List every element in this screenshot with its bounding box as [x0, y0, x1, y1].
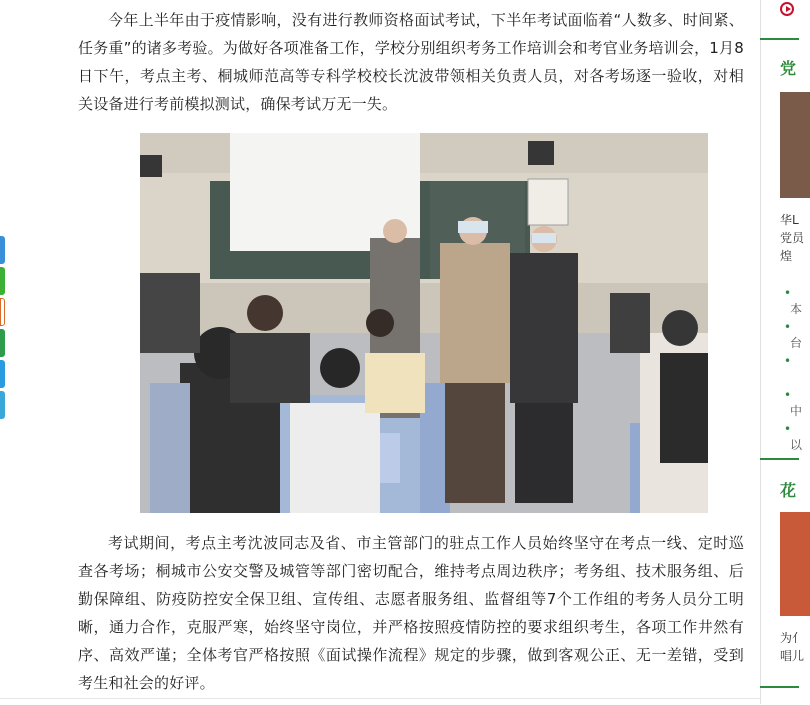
qq-share-icon[interactable] — [0, 360, 5, 388]
sidebar-caption-line[interactable]: 唱儿 — [780, 649, 805, 663]
article-paragraph-1: 今年上半年由于疫情影响，没有进行教师资格面试考试，下半年考试面临着“人数多、时间紧、任务重”的诸多考验。为做好各项准备工作，学校分别组织考务工作培训会和考官业务培训会，1月8日下午，考点主考、桐城师范高等专科学校校长沈波带领相关负责人员，对各考场逐一验收，对相关设备进行考前模拟测试，确保考试万无一失。 — [78, 11, 744, 113]
play-icon[interactable] — [780, 2, 794, 16]
right-sidebar — [760, 0, 805, 704]
qzone-share-icon[interactable] — [0, 298, 5, 326]
sidebar-list-item[interactable]: • — [784, 354, 792, 368]
sidebar-caption-line[interactable]: 华L — [780, 213, 799, 227]
douban-share-icon[interactable] — [0, 329, 5, 357]
section-divider — [760, 458, 799, 460]
sidebar-section-title-1[interactable]: 党 — [780, 59, 797, 78]
share-toolbar — [0, 236, 5, 422]
article-photo-exam-room — [140, 133, 708, 513]
sidebar-list-item[interactable]: •本 — [784, 286, 803, 316]
sidebar-thumbnail-1[interactable] — [780, 92, 810, 198]
sidebar-caption-line[interactable]: 党员 — [780, 231, 805, 245]
article-paragraph-2: 考试期间，考点主考沈波同志及省、市主管部门的驻点工作人员始终坚守在考点一线、定时巡查各考场；桐城市公安交警及城管等部门密切配合，维持考点周边秩序；考务组、技术服务组、后勤保障组、防疫防控安全保卫组、宣传组、志愿者服务组、监督组等7个工作组的考务人员分工明晰，通力合作，克服严寒，始终坚守岗位，并严格按照疫情防控的要求组织考生，各项工作井然有序、高效严谨；全体考官严格按照《面试操作流程》规定的步骤，做到客观公正、无一差错，受到考生和社会的好评。 — [78, 534, 744, 692]
wechat-share-icon[interactable] — [0, 267, 5, 295]
section-divider — [760, 38, 799, 40]
sidebar-section-title-2[interactable]: 花 — [780, 481, 797, 500]
sidebar-list-item[interactable]: •以 — [784, 422, 803, 452]
sidebar-caption-line[interactable]: 煌 — [780, 249, 793, 263]
weibo-share-icon[interactable] — [0, 236, 5, 264]
sidebar-caption-line[interactable]: 为亻 — [780, 631, 805, 645]
sidebar-list-item[interactable]: •中 — [784, 388, 803, 418]
more-share-icon[interactable] — [0, 391, 5, 419]
sidebar-list-item[interactable]: •台 — [784, 320, 803, 350]
bottom-divider — [0, 698, 760, 705]
section-divider — [760, 686, 799, 688]
sidebar-divider — [760, 0, 761, 704]
sidebar-thumbnail-2[interactable] — [780, 512, 810, 616]
